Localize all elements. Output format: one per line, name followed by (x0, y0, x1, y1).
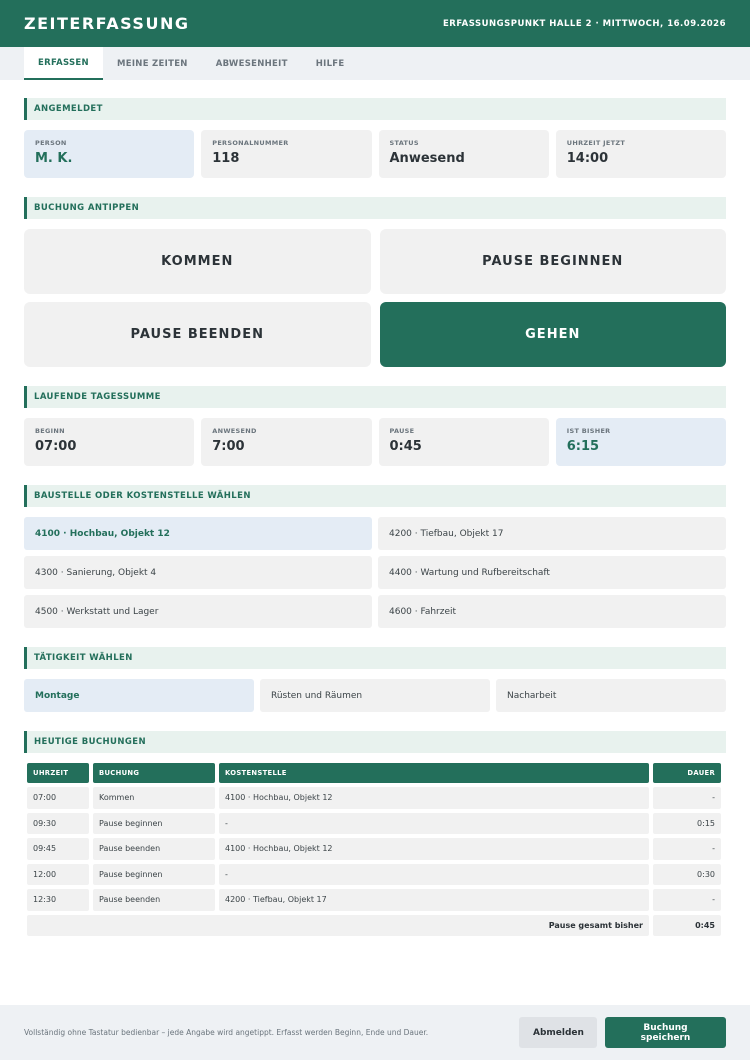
card-value: 0:45 (389, 439, 422, 454)
site-option-4300[interactable]: 4300 · Sanierung, Objekt 4 (24, 556, 372, 589)
section-heading-buchungen: HEUTIGE BUCHUNGEN (24, 731, 726, 753)
card-label: PAUSE (389, 427, 415, 435)
footer-note: Vollständig ohne Tastatur bedienbar – jede Angabe wird angetippt. Erfasst werden Beginn, Ende und Dauer. (24, 1028, 429, 1037)
personnel-number-card (201, 130, 371, 178)
cell-booking: Pause beginnen (93, 864, 215, 886)
card-label: ANWESEND (212, 427, 257, 435)
table-row (27, 813, 721, 835)
cell-booking: Pause beenden (93, 889, 215, 911)
cell-time: 12:30 (27, 889, 89, 911)
tab-erfassen[interactable]: ERFASSEN (24, 47, 103, 80)
site-option-4400[interactable]: 4400 · Wartung und Rufbereitschaft (378, 556, 726, 589)
section-heading-baustelle: BAUSTELLE ODER KOSTENSTELLE WÄHLEN (24, 485, 726, 507)
cell-duration: 0:30 (653, 864, 721, 886)
kommen-button[interactable]: KOMMEN (24, 229, 371, 294)
main-content (0, 80, 750, 940)
table-row (27, 864, 721, 886)
tab-bar (0, 47, 750, 80)
cell-duration: - (653, 889, 721, 911)
current-time-card (556, 130, 726, 178)
table-row (27, 787, 721, 809)
bookings-table (23, 759, 725, 940)
total-label: Pause gesamt bisher (27, 915, 649, 937)
section-heading-taetigkeit: TÄTIGKEIT WÄHLEN (24, 647, 726, 669)
table-header-row (27, 763, 721, 783)
tab-hilfe[interactable]: HILFE (315, 58, 345, 69)
tab-abwesenheit[interactable]: ABWESENHEIT (215, 58, 288, 69)
cell-duration: 0:15 (653, 813, 721, 835)
anwesend-card (201, 418, 371, 466)
cell-cost-center: 4200 · Tiefbau, Objekt 17 (219, 889, 649, 911)
cell-cost-center: - (219, 813, 649, 835)
card-label: PERSONALNUMMER (212, 139, 289, 147)
activity-option-nacharbeit[interactable]: Nacharbeit (496, 679, 726, 712)
total-value: 0:45 (653, 915, 721, 937)
pause-beginnen-button[interactable]: PAUSE BEGINNEN (380, 229, 727, 294)
status-card (379, 130, 549, 178)
cell-duration: - (653, 838, 721, 860)
cell-booking: Pause beenden (93, 838, 215, 860)
card-value: M. K. (35, 151, 73, 166)
table-total-row (27, 915, 721, 937)
cell-time: 09:45 (27, 838, 89, 860)
save-booking-button[interactable]: Buchung speichern (605, 1017, 726, 1048)
card-value: 7:00 (212, 439, 245, 454)
person-card (24, 130, 194, 178)
section-heading-angemeldet: ANGEMELDET (24, 98, 726, 120)
card-value: 6:15 (566, 439, 600, 454)
cell-time: 07:00 (27, 787, 89, 809)
logout-button[interactable]: Abmelden (519, 1017, 597, 1048)
section-heading-buchung: BUCHUNG ANTIPPEN (24, 197, 726, 219)
login-cards (24, 130, 726, 178)
column-header-buchung: BUCHUNG (93, 763, 215, 783)
cell-booking: Pause beginnen (93, 813, 215, 835)
card-value: Anwesend (389, 151, 465, 166)
card-label: UHRZEIT JETZT (566, 139, 626, 147)
booking-buttons (24, 229, 726, 367)
site-option-4600[interactable]: 4600 · Fahrzeit (378, 595, 726, 628)
app-title: ZEITERFASSUNG (24, 14, 190, 33)
activity-option-ruesten[interactable]: Rüsten und Räumen (260, 679, 490, 712)
tab-meine-zeiten[interactable]: MEINE ZEITEN (116, 58, 188, 69)
card-label: PERSON (35, 139, 67, 147)
card-value: 07:00 (35, 439, 77, 454)
site-option-4100[interactable]: 4100 · Hochbau, Objekt 12 (24, 517, 372, 550)
cell-time: 09:30 (27, 813, 89, 835)
site-option-4200[interactable]: 4200 · Tiefbau, Objekt 17 (378, 517, 726, 550)
activity-option-montage[interactable]: Montage (24, 679, 254, 712)
terminal-info: ERFASSUNGSPUNKT HALLE 2 · MITTWOCH, 16.09.2026 (442, 18, 726, 29)
column-header-kostenstelle: KOSTENSTELLE (219, 763, 649, 783)
cell-time: 12:00 (27, 864, 89, 886)
cell-cost-center: 4100 · Hochbau, Objekt 12 (219, 838, 649, 860)
footer-bar (0, 1005, 750, 1060)
card-label: STATUS (389, 139, 419, 147)
gehen-button[interactable]: GEHEN (380, 302, 727, 367)
section-heading-tagessumme: LAUFENDE TAGESSUMME (24, 386, 726, 408)
activity-options (24, 679, 726, 712)
site-option-4500[interactable]: 4500 · Werkstatt und Lager (24, 595, 372, 628)
card-label: IST BISHER (566, 427, 611, 435)
cell-booking: Kommen (93, 787, 215, 809)
site-options (24, 517, 726, 628)
table-row (27, 838, 721, 860)
column-header-dauer: DAUER (653, 763, 721, 783)
column-header-uhrzeit: UHRZEIT (27, 763, 89, 783)
table-row (27, 889, 721, 911)
card-value: 118 (212, 151, 240, 166)
card-value: 14:00 (566, 151, 609, 166)
pause-beenden-button[interactable]: PAUSE BEENDEN (24, 302, 371, 367)
card-label: BEGINN (35, 427, 65, 435)
app-header (0, 0, 750, 47)
daysum-cards (24, 418, 726, 466)
cell-cost-center: 4100 · Hochbau, Objekt 12 (219, 787, 649, 809)
ist-bisher-card (556, 418, 726, 466)
beginn-card (24, 418, 194, 466)
cell-duration: - (653, 787, 721, 809)
cell-cost-center: - (219, 864, 649, 886)
pause-card (379, 418, 549, 466)
